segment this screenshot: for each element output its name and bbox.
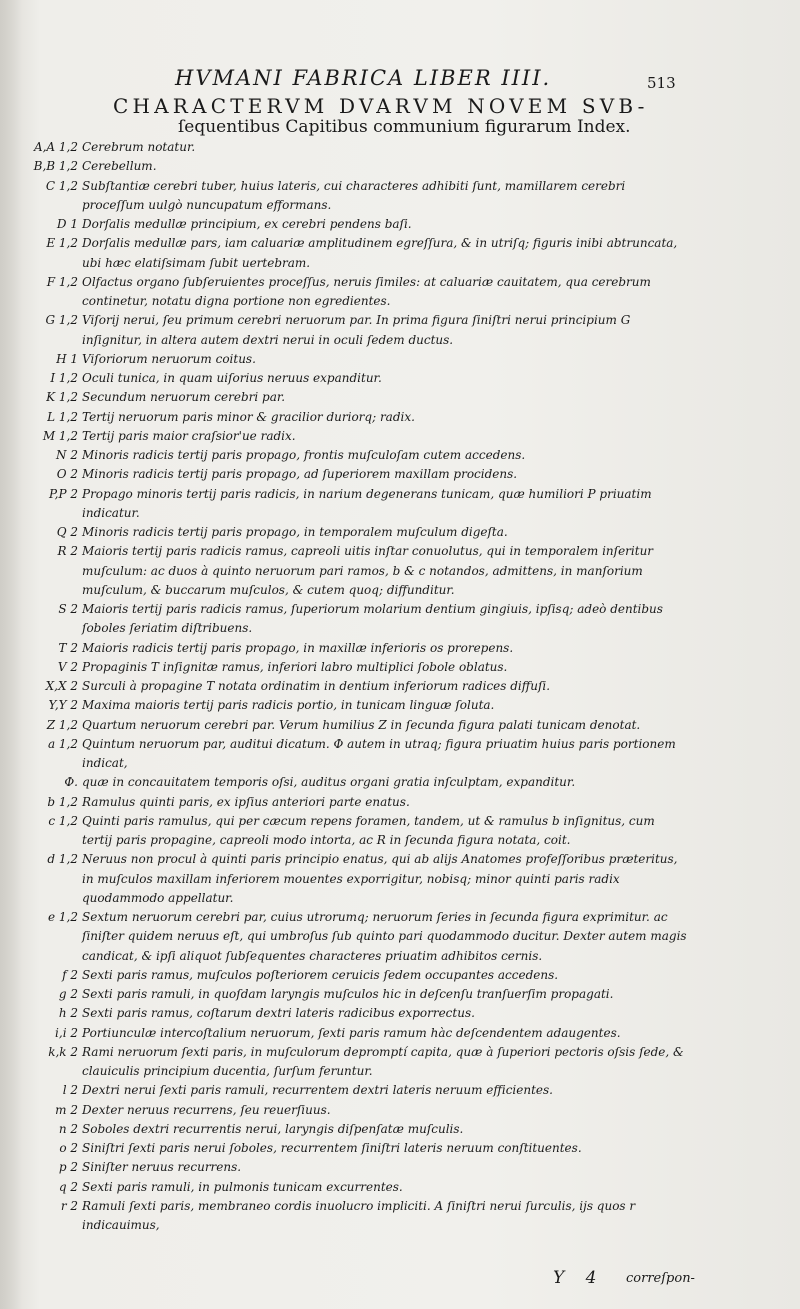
entry-key: N 2 [56, 448, 78, 462]
entry-text: Ramulus quinti paris, ex ipſius anteriori parte enatus. [82, 794, 410, 809]
index-entry [0, 850, 800, 908]
entry-key: O 2 [56, 467, 78, 482]
index-entry [0, 215, 800, 234]
entry-text: Maioris tertij paris radicis ramus, capreoli uitis inſtar conuolutus, qui in temporalem inſeritur muſculum: ac duos à quinto neruorum pari ramos, b & c notandos, admittens, in manſorium muſculum, & buccarum muſculos, & cutem quoq; diffunditur. [82, 544, 654, 597]
entry-key: n 2 [58, 1121, 78, 1136]
index-entries [0, 138, 800, 1235]
entry-key: r 2 [60, 1198, 78, 1213]
entry-text: Sextum neruorum cerebri par, cuius utrorumq; neruorum ſeries in ſecunda figura exprimitur. ac ſiniſter quidem neruus eſt, qui umbroſus ſub quinto pari quodammodo ducitur. Dexter autem magis candicat, & ipſi aliquot ſubſequentes characteres priuatim adhibitos cernis. [82, 910, 687, 963]
entry-text: Minoris radicis tertij paris propago, in temporalem muſculum digeſta. [82, 525, 508, 539]
entry-text: Sexti paris ramuli, in quoſdam laryngis muſculos hic in deſcenſu tranſuerſim propagati. [82, 987, 614, 1001]
entry-text: Rami neruorum ſexti paris, in muſculorum depromptí capita, quæ à ſuperiori pectoris oſsis ſede, & clauiculis principium ducentia, ſurſum feruntur. [82, 1044, 684, 1078]
index-entry [0, 446, 800, 465]
entry-key: G 1,2 [45, 313, 78, 328]
index-entry [0, 793, 800, 812]
entry-text: Olfactus organo ſubſeruientes proceſſus, neruis ſimiles: at caluariæ cauitatem, qua cerebrum continetur, notatu digna portione non egredientes. [82, 274, 651, 308]
entry-key: S 2 [58, 602, 78, 616]
entry-key: Φ. [64, 775, 78, 790]
entry-text: Dorſalis medullæ principium, ex cerebri pendens baſi. [82, 217, 412, 231]
entry-text: Portiunculæ intercoſtalium neruorum, ſexti paris ramum hàc deſcendentem adaugentes. [82, 1025, 621, 1040]
entry-key: i,i 2 [55, 1025, 78, 1040]
entry-text: Maioris radicis tertij paris propago, in maxillæ inferioris os prorepens. [82, 640, 514, 655]
entry-text: Sexti paris ramuli, in pulmonis tunicam excurrentes. [82, 1179, 403, 1194]
entry-key: V 2 [57, 659, 78, 674]
index-entry [0, 1120, 800, 1139]
entry-text: Viſoriorum neruorum coitus. [82, 351, 256, 366]
index-entry [0, 138, 800, 157]
entry-key: T 2 [58, 640, 78, 655]
entry-key: I 1,2 [50, 371, 78, 385]
entry-key: o 2 [59, 1141, 78, 1155]
index-entry [0, 408, 800, 427]
index-entry [0, 369, 800, 388]
index-entry [0, 1024, 800, 1043]
entry-text: Quintum neruorum par, auditui dicatum. Φ autem in utraq; figura priuatim huius paris portionem indicat, [82, 736, 676, 770]
entry-text: Sexti paris ramus, coſtarum dextri lateris radicibus exporrectus. [82, 1006, 475, 1021]
entry-text: Quartum neruorum cerebri par. Verum humilius Z in ſecunda figura palati tunicam denotat. [82, 717, 641, 732]
entry-key: q 2 [58, 1179, 78, 1194]
entry-key: p 2 [58, 1160, 78, 1175]
index-entry [0, 427, 800, 446]
signature-mark: Y 4 [553, 1268, 605, 1288]
entry-key: b 1,2 [47, 794, 78, 809]
index-entry [0, 234, 800, 273]
entry-key: e 1,2 [48, 910, 78, 924]
index-entry [0, 966, 800, 985]
entry-key: A,A 1,2 [33, 140, 78, 154]
index-entry [0, 677, 800, 696]
index-entry [0, 1081, 800, 1100]
index-entry [0, 350, 800, 369]
index-entry [0, 177, 800, 216]
entry-key: Y,Y 2 [48, 698, 78, 713]
index-entry [0, 1178, 800, 1197]
entry-key: f 2 [62, 967, 78, 982]
index-entry [0, 1197, 800, 1236]
entry-key: g 2 [58, 987, 78, 1001]
entry-text: Soboles dextri recurrentis nerui, laryngis diſpenſatæ muſculis. [82, 1121, 464, 1136]
entry-text: Tertij neruorum paris minor & gracilior duriorq; radix. [82, 409, 415, 424]
entry-text: Maxima maioris tertij paris radicis portio, in tunicam linguæ ſoluta. [82, 698, 495, 713]
entry-key: R 2 [57, 544, 78, 559]
running-head [0, 66, 800, 92]
index-entry [0, 1043, 800, 1082]
entry-text: Viſorij nerui, ſeu primum cerebri neruorum par. In prima figura ſiniſtri nerui principium G inſignitur, in altera autem dextri nerui in oculi ſedem ductus. [82, 313, 631, 347]
entry-key: L 1,2 [47, 409, 78, 424]
index-heading: CHARACTERVM DVARVM NOVEM SVB- [113, 94, 649, 118]
entry-key: P,P 2 [49, 486, 78, 501]
entry-key: Q 2 [56, 525, 78, 539]
entry-key: h 2 [58, 1006, 78, 1021]
page-foot [0, 1268, 800, 1290]
entry-key: X,X 2 [45, 679, 78, 693]
index-subheading: ſequentibus Capitibus communium figurarum Index. [178, 117, 631, 137]
entry-text: Dorſalis medullæ pars, iam caluariæ amplitudinem egreſſura, & in utriſq; figuris inibi abtruncata, ubi hæc elatiſsimam ſubit uertebram. [82, 236, 678, 270]
page-number: 513 [647, 74, 676, 92]
index-entry [0, 465, 800, 484]
index-entry [0, 157, 800, 176]
entry-key: m 2 [55, 1102, 78, 1117]
entry-key: M 1,2 [42, 428, 78, 443]
entry-key: c 1,2 [48, 813, 78, 828]
index-entry [0, 311, 800, 350]
entry-key: C 1,2 [45, 178, 78, 193]
entry-text: Minoris radicis tertij paris propago, frontis muſculoſam cutem accedens. [82, 448, 526, 462]
entry-text: Siniſter neruus recurrens. [82, 1160, 242, 1175]
entry-key: E 1,2 [46, 236, 78, 251]
index-entry [0, 388, 800, 407]
index-entry [0, 908, 800, 966]
entry-key: a 1,2 [47, 736, 78, 751]
entry-key: d 1,2 [47, 852, 78, 867]
index-entry [0, 1158, 800, 1177]
entry-key: k,k 2 [48, 1044, 78, 1059]
index-entry [0, 696, 800, 715]
index-entry [0, 485, 800, 524]
index-entry [0, 735, 800, 774]
index-entry [0, 985, 800, 1004]
entry-text: Neruus non procul à quinti paris principio enatus, qui ab alijs Anatomes profeſſoribus præteritus, in muſculos maxillam inferiorem mouentes exporrigitur, nobisq; minor quinti paris radix quodammodo appellatur. [82, 852, 678, 905]
running-title: HVMANI FABRICA LIBER IIII. [175, 66, 552, 90]
entry-text: quæ in concauitatem temporis oſsi, auditus organi gratia inſculptam, expanditur. [82, 775, 576, 790]
entry-text: Maioris tertij paris radicis ramus, ſuperiorum molarium dentium gingiuis, ipſisq; adeò dentibus ſoboles ſeriatim diſtribuens. [82, 602, 663, 636]
entry-text: Dexter neruus recurrens, ſeu reuerſiuus. [82, 1102, 331, 1117]
entry-text: Oculi tunica, in quam uiſorius neruus expanditur. [82, 371, 382, 385]
catchword: correſpon- [626, 1271, 695, 1286]
entry-text: Propaginis T inſignitæ ramus, inferiori labro multiplici ſobole oblatus. [82, 659, 508, 674]
entry-text: Sexti paris ramus, muſculos poſteriorem ceruicis ſedem occupantes accedens. [82, 967, 559, 982]
index-entry [0, 600, 800, 639]
entry-key: F 1,2 [46, 274, 78, 289]
index-entry [0, 812, 800, 851]
entry-text: Tertij paris maior craſsior'ue radix. [82, 428, 296, 443]
entry-text: Propago minoris tertij paris radicis, in narium degenerans tunicam, quæ humiliori P priuatim indicatur. [82, 486, 652, 520]
entry-key: D 1 [56, 217, 78, 231]
index-entry [0, 542, 800, 600]
entry-text: Secundum neruorum cerebri par. [82, 390, 286, 405]
entry-key: Z 1,2 [46, 717, 78, 732]
entry-text: Cerebrum notatur. [82, 140, 196, 154]
index-entry [0, 716, 800, 735]
entry-text: Dextri nerui ſexti paris ramuli, recurrentem dextri lateris neruum efficientes. [82, 1083, 553, 1098]
index-entry [0, 1004, 800, 1023]
entry-key: H 1 [56, 351, 78, 366]
entry-key: B,B 1,2 [33, 159, 78, 174]
index-entry [0, 1101, 800, 1120]
index-entry [0, 1139, 800, 1158]
entry-text: Siniſtri ſexti paris nerui ſoboles, recurrentem ſiniſtri lateris neruum conſtituentes. [82, 1141, 582, 1155]
entry-text: Subſtantiæ cerebri tuber, huius lateris, cui characteres adhibiti ſunt, mamillarem cerebri proceſſum uulgò nuncupatum efformans. [82, 178, 626, 212]
entry-text: Ramuli ſexti paris, membraneo cordis inuolucro impliciti. A ſiniſtri nerui ſurculis, ijs quos r indicauimus, [82, 1198, 636, 1232]
entry-key: l 2 [62, 1083, 78, 1098]
index-entry [0, 773, 800, 792]
index-entry [0, 639, 800, 658]
index-entry [0, 523, 800, 542]
entry-text: Minoris radicis tertij paris propago, ad ſuperiorem maxillam procidens. [82, 467, 518, 482]
entry-text: Quinti paris ramulus, qui per cæcum repens foramen, tandem, ut & ramulus b inſignitus, cum tertij paris propagine, capreoli modo intorta, ac R in ſecunda figura notata, coit. [82, 813, 655, 847]
index-entry [0, 658, 800, 677]
entry-text: Surculi à propagine T notata ordinatim in dentium inferiorum radices diffuſi. [82, 679, 551, 693]
entry-text: Cerebellum. [82, 159, 157, 174]
index-entry [0, 273, 800, 312]
entry-key: K 1,2 [46, 390, 78, 405]
